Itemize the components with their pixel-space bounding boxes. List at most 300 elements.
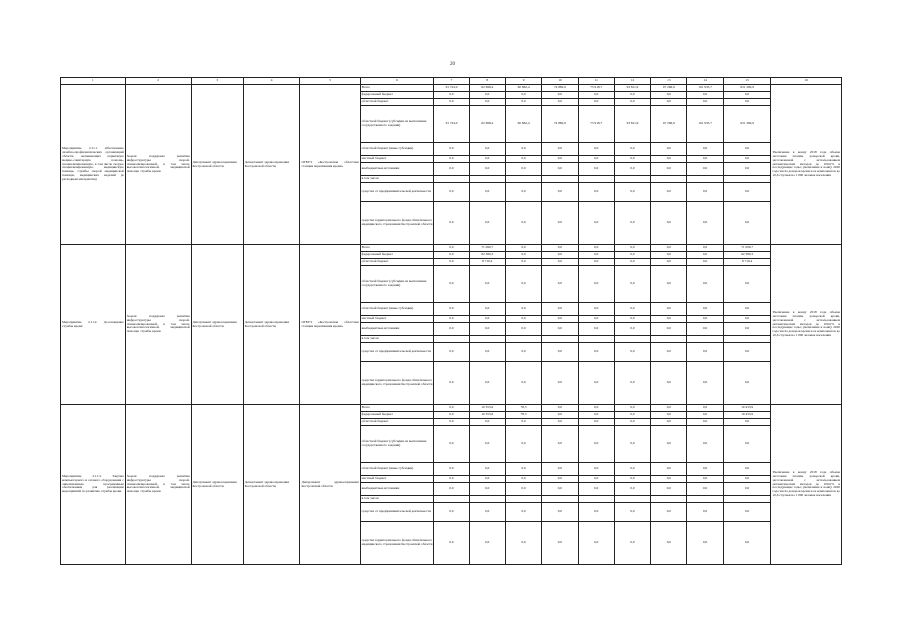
amount-cell: 0,0 [469,483,505,496]
amount-cell: 0,0 [687,503,723,522]
amount-cell: 0,0 [434,483,469,496]
amount-cell: 0,0 [434,419,469,426]
amount-cell: 0,0 [614,503,650,522]
amount-cell: 0,0 [469,343,505,362]
header-cell: 6 [360,78,434,85]
executor-cell: Департамент здравоохранения Костромской области [300,405,360,565]
amount-cell: 0,0 [687,202,723,245]
amount-cell: 0,0 [542,163,578,176]
amount-cell: 0,0 [614,362,650,405]
header-cell: 8 [469,78,505,85]
amount-cell: 0,0 [651,245,687,252]
amount-cell: 0,0 [723,143,771,156]
amount-cell: 0,0 [614,266,650,303]
amount-cell [614,336,650,343]
amount-cell: 0,0 [723,202,771,245]
amount-cell: 0,0 [578,405,614,412]
amount-cell: 0,0 [542,143,578,156]
amount-cell: 60 862,4 [505,85,541,92]
funding-source-cell: областной бюджет (иные субсидии) [360,463,434,476]
amount-cell: 0,0 [651,183,687,202]
amount-cell: 0,0 [505,522,541,565]
amount-cell: 0,0 [723,316,771,323]
amount-cell: 0,0 [687,156,723,163]
funding-source-cell: областной бюджет [360,99,434,106]
amount-cell: 0,0 [434,245,469,252]
funding-source-cell: внебюджетные источники [360,163,434,176]
amount-cell: 0,0 [723,426,771,463]
funding-source-cell: областной бюджет (иные субсидии) [360,143,434,156]
funding-source-cell: федеральный бюджет [360,412,434,419]
amount-cell: 0,0 [469,522,505,565]
header-cell: 13 [651,78,687,85]
amount-cell: 0,0 [434,266,469,303]
amount-cell: 0,0 [542,303,578,316]
amount-cell: 0,0 [651,202,687,245]
amount-cell [505,176,541,183]
amount-cell: 0,0 [469,503,505,522]
amount-cell: 0,0 [505,143,541,156]
funding-row [61,85,842,92]
amount-cell: 0,0 [614,143,650,156]
amount-cell: 0,0 [434,476,469,483]
amount-cell [687,336,723,343]
amount-cell: 0,0 [434,143,469,156]
amount-cell: 0,0 [434,503,469,522]
amount-cell: 0,0 [505,92,541,99]
amount-cell: 0,0 [542,343,578,362]
funding-row [61,405,842,412]
funding-source-cell: областной бюджет [360,419,434,426]
amount-cell: 71 090,7 [723,245,771,252]
amount-cell: 0,0 [578,156,614,163]
amount-cell: 0,0 [614,99,650,106]
amount-cell: 0,0 [469,303,505,316]
amount-cell: 0,0 [542,522,578,565]
amount-cell: 0,0 [723,503,771,522]
amount-cell: 0,0 [614,252,650,259]
amount-cell: 0,0 [651,476,687,483]
amount-cell: 0,0 [434,426,469,463]
header-cell: 12 [614,78,650,85]
amount-cell: 0,0 [614,476,650,483]
amount-cell: 0,0 [542,92,578,99]
amount-cell: 0,0 [434,202,469,245]
header-cell: 3 [191,78,243,85]
funding-source-cell: средства территориального фонда обязательного медицинского страхования Костромской области [360,362,434,405]
amount-cell: 0,0 [434,323,469,336]
amount-cell: 0,0 [469,92,505,99]
amount-cell: 78,3 [505,412,541,419]
result-cell: Увеличение к концу 2018 года объема заготовки плазмы донорской крови, заготовленной с использованием автоматических методов до 100,0% в последующие годы; увеличение к концу 2020 года числа доноров крови и ее компонентов до 10,6 случаев на 1 000 человек населения [771,85,842,245]
page-number: 20 [450,62,455,67]
amount-cell: 631 300,9 [723,106,771,143]
amount-cell: 75 918,7 [578,106,614,143]
coexecutor-cell: Департамент здравоохранения Костромской области [243,245,300,405]
task-cell: Задача: поддержка развития инфраструктуры скорой, специализированной, в том числе высокотехнологичной, медицинской помощи, службы крови [125,85,191,245]
amount-cell: 0,0 [651,426,687,463]
amount-cell: 0,0 [614,183,650,202]
amount-cell [723,496,771,503]
amount-cell: 0,0 [505,156,541,163]
amount-cell: 0,0 [505,483,541,496]
amount-cell [469,176,505,183]
amount-cell: 0,0 [687,362,723,405]
amount-cell [614,496,650,503]
event-cell: Мероприятие 2.11.1 Обеспечение лечебно-профилактических организаций области, оказывающих первичную медико-санитарную помощь, специализированную, в том числе скорую специализированную, медицинскую помощь, службы скорой медицинской помощи, медицинских изделий (к расходным материалам) [61,85,126,245]
amount-cell [687,176,723,183]
coexecutor-cell: Департамент здравоохранения Костромской области [243,405,300,565]
amount-cell: 0,0 [614,156,650,163]
amount-cell: 0,0 [723,362,771,405]
amount-cell [542,336,578,343]
amount-cell: 0,0 [434,252,469,259]
amount-cell: 93 811,9 [614,106,650,143]
amount-cell: 8 710,4 [723,259,771,266]
amount-cell: 0,0 [505,476,541,483]
header-cell: 11 [578,78,614,85]
amount-cell: 0,0 [723,156,771,163]
amount-cell: 0,0 [614,412,650,419]
amount-cell: 0,0 [578,252,614,259]
amount-cell: 0,0 [614,245,650,252]
amount-cell: 0,0 [578,476,614,483]
amount-cell: 0,0 [542,476,578,483]
amount-cell: 0,0 [542,156,578,163]
amount-cell: 61 724,0 [434,85,469,92]
amount-cell: 0,0 [469,419,505,426]
amount-cell: 0,0 [687,92,723,99]
amount-cell: 0,0 [434,343,469,362]
amount-cell: 0,0 [687,405,723,412]
department-cell: Департамент здравоохранения Костромской области [191,405,243,565]
amount-cell: 0,0 [434,303,469,316]
amount-cell: 0,0 [469,323,505,336]
amount-cell: 0,0 [542,412,578,419]
amount-cell [578,496,614,503]
amount-cell: 0,0 [651,303,687,316]
amount-cell: 0,0 [542,405,578,412]
amount-cell: 0,0 [651,343,687,362]
amount-cell [469,496,505,503]
amount-cell: 0,0 [434,163,469,176]
amount-cell: 0,0 [505,463,541,476]
amount-cell: 0,0 [687,266,723,303]
amount-cell: 62 380,3 [723,252,771,259]
funding-source-cell: местный бюджет [360,476,434,483]
amount-cell: 0,0 [651,143,687,156]
amount-cell: 0,0 [687,483,723,496]
amount-cell: 0,0 [687,463,723,476]
amount-cell: 0,0 [723,266,771,303]
amount-cell: 0,0 [651,503,687,522]
amount-cell: 0,0 [542,266,578,303]
amount-cell: 0,0 [687,303,723,316]
amount-cell: 0,0 [614,405,650,412]
amount-cell: 0,0 [505,259,541,266]
amount-cell: 0,0 [578,316,614,323]
amount-cell: 0,0 [614,522,650,565]
amount-cell: 0,0 [651,266,687,303]
amount-cell: 0,0 [651,259,687,266]
amount-cell: 0,0 [578,483,614,496]
amount-cell: 60 862,4 [505,106,541,143]
amount-cell: 631 300,9 [723,85,771,92]
amount-cell: 0,0 [614,463,650,476]
event-cell: Мероприятие 2.11.3. Закупка компьютерного и сетевого оборудования с лицензионным программным обеспечением для реализации мероприятий по развитию службы крови [61,405,126,565]
amount-cell [505,496,541,503]
amount-cell: 0,0 [505,343,541,362]
amount-cell [505,336,541,343]
amount-cell: 0,0 [542,202,578,245]
funding-source-cell: внебюджетные источники [360,323,434,336]
amount-cell: 62 380,3 [469,252,505,259]
amount-cell: 0,0 [434,99,469,106]
amount-cell: 0,0 [687,99,723,106]
amount-cell [651,336,687,343]
amount-cell: 0,0 [687,323,723,336]
amount-cell: 62 698,4 [469,106,505,143]
amount-cell: 0,0 [723,343,771,362]
amount-cell: 0,0 [578,412,614,419]
amount-cell: 0,0 [651,156,687,163]
amount-cell: 0,0 [687,259,723,266]
amount-cell: 0,0 [687,412,723,419]
amount-cell: 0,0 [542,252,578,259]
program-table [60,77,842,565]
amount-cell: 8 710,4 [469,259,505,266]
amount-cell [723,336,771,343]
amount-cell: 0,0 [505,426,541,463]
amount-cell: 10 433,9 [723,412,771,419]
funding-row [61,245,842,252]
amount-cell [434,496,469,503]
funding-source-cell: Всего [360,405,434,412]
amount-cell: 0,0 [614,259,650,266]
funding-source-cell: областной бюджет (иные субсидии) [360,303,434,316]
amount-cell: 0,0 [434,259,469,266]
amount-cell: 0,0 [542,503,578,522]
amount-cell: 0,0 [687,419,723,426]
amount-cell: 0,0 [505,316,541,323]
amount-cell: 62 698,4 [469,85,505,92]
amount-cell: 97 266,9 [651,106,687,143]
amount-cell: 0,0 [651,419,687,426]
amount-cell: 0,0 [505,323,541,336]
amount-cell: 0,0 [542,419,578,426]
amount-cell: 0,0 [687,343,723,362]
header-cell: 16 [771,78,842,85]
amount-cell: 0,0 [505,303,541,316]
amount-cell: 0,0 [505,362,541,405]
amount-cell: 0,0 [578,163,614,176]
amount-cell: 0,0 [578,245,614,252]
amount-cell: 0,0 [687,245,723,252]
amount-cell [542,496,578,503]
funding-source-cell: средства от предпринимательской деятельности [360,183,434,202]
amount-cell: 0,0 [434,412,469,419]
amount-cell: 0,0 [651,323,687,336]
funding-source-cell: в том числе: [360,496,434,503]
amount-cell: 0,0 [505,183,541,202]
amount-cell: 71 090,7 [469,245,505,252]
amount-cell: 0,0 [469,426,505,463]
amount-cell: 0,0 [434,156,469,163]
header-cell: 4 [243,78,300,85]
funding-source-cell: местный бюджет [360,316,434,323]
amount-cell [723,176,771,183]
amount-cell [651,496,687,503]
amount-cell: 97 266,9 [651,85,687,92]
amount-cell: 0,0 [505,202,541,245]
header-cell: 15 [723,78,771,85]
amount-cell: 0,0 [723,99,771,106]
amount-cell: 0,0 [578,266,614,303]
amount-cell: 0,0 [434,522,469,565]
amount-cell: 0,0 [614,343,650,362]
amount-cell: 0,0 [434,183,469,202]
funding-source-cell: средства от предпринимательской деятельности [360,343,434,362]
funding-source-cell: областной бюджет (субсидии на выполнение государственного задания) [360,266,434,303]
amount-cell: 10 355,6 [469,412,505,419]
amount-cell: 0,0 [578,503,614,522]
task-cell: Задача: поддержка развития инфраструктуры скорой, специализированной, в том числе высокотехнологичной, медицинской помощи, службы крови [125,245,191,405]
amount-cell: 0,0 [651,252,687,259]
amount-cell: 0,0 [651,362,687,405]
amount-cell: 0,0 [542,183,578,202]
amount-cell: 0,0 [687,252,723,259]
amount-cell: 0,0 [505,503,541,522]
amount-cell: 0,0 [614,202,650,245]
amount-cell: 0,0 [578,143,614,156]
amount-cell: 0,0 [505,266,541,303]
amount-cell: 0,0 [505,245,541,252]
amount-cell: 0,0 [469,156,505,163]
amount-cell: 0,0 [434,92,469,99]
department-cell: Департамент здравоохранения Костромской области [191,85,243,245]
amount-cell: 0,0 [687,316,723,323]
amount-cell: 0,0 [469,143,505,156]
amount-cell: 74 882,9 [542,85,578,92]
amount-cell: 0,0 [651,463,687,476]
amount-cell: 0,0 [578,323,614,336]
funding-source-cell: Всего [360,245,434,252]
amount-cell: 0,0 [578,463,614,476]
amount-cell [434,336,469,343]
amount-cell: 0,0 [469,463,505,476]
amount-cell: 0,0 [578,183,614,202]
amount-cell: 0,0 [614,426,650,463]
amount-cell: 0,0 [723,483,771,496]
executor-cell: ОГБУЗ «Костромская областная станция переливания крови» [300,85,360,245]
amount-cell: 0,0 [723,522,771,565]
amount-cell: 0,0 [542,463,578,476]
amount-cell: 0,0 [578,259,614,266]
amount-cell: 0,0 [578,426,614,463]
amount-cell: 0,0 [651,163,687,176]
amount-cell: 0,0 [505,419,541,426]
amount-cell: 0,0 [651,483,687,496]
amount-cell: 0,0 [723,463,771,476]
amount-cell [687,496,723,503]
funding-source-cell: средства территориального фонда обязательного медицинского страхования Костромской области [360,202,434,245]
amount-cell: 10 433,9 [723,405,771,412]
amount-cell: 0,0 [505,163,541,176]
amount-cell: 0,0 [614,316,650,323]
header-row [61,78,842,85]
amount-cell: 0,0 [469,266,505,303]
amount-cell: 0,0 [578,202,614,245]
result-cell: Увеличение к концу 2018 года объема заготовки плазмы донорской крови, заготовленной с использованием автоматических методов до 100,0% в последующие годы; увеличение к концу 2020 года числа доноров крови и ее компонентов до 10,6 случаев на 1 000 человек населения [771,245,842,405]
amount-cell: 0,0 [651,405,687,412]
header-cell: 7 [434,78,469,85]
funding-source-cell: в том числе: [360,336,434,343]
executor-cell: ОГБУЗ «Костромская областная станция переливания крови» [300,245,360,405]
amount-cell: 0,0 [687,143,723,156]
amount-cell: 0,0 [651,99,687,106]
amount-cell: 0,0 [687,476,723,483]
event-cell: Мероприятие 2.11.2. Дооснащение службы крови [61,245,126,405]
task-cell: Задача: поддержка развития инфраструктуры скорой, специализированной, в том числе высокотехнологичной, медицинской помощи, службы крови [125,405,191,565]
amount-cell: 0,0 [614,163,650,176]
funding-source-cell: в том числе: [360,176,434,183]
amount-cell: 101 935,7 [687,106,723,143]
amount-cell: 0,0 [578,303,614,316]
header-cell: 2 [125,78,191,85]
amount-cell: 0,0 [469,362,505,405]
amount-cell: 0,0 [687,426,723,463]
amount-cell: 61 724,0 [434,106,469,143]
amount-cell: 0,0 [614,323,650,336]
amount-cell [651,176,687,183]
amount-cell: 0,0 [651,412,687,419]
header-cell: 14 [687,78,723,85]
amount-cell: 0,0 [651,92,687,99]
amount-cell: 0,0 [505,252,541,259]
amount-cell [434,176,469,183]
coexecutor-cell: Департамент здравоохранения Костромской области [243,85,300,245]
amount-cell: 0,0 [723,163,771,176]
amount-cell: 0,0 [723,419,771,426]
department-cell: Департамент здравоохранения Костромской области [191,245,243,405]
amount-cell: 0,0 [687,163,723,176]
amount-cell [614,176,650,183]
funding-source-cell: областной бюджет (субсидии на выполнение государственного задания) [360,426,434,463]
amount-cell: 0,0 [723,92,771,99]
amount-cell: 93 811,9 [614,85,650,92]
amount-cell: 10 355,6 [469,405,505,412]
header-cell: 9 [505,78,541,85]
amount-cell: 0,0 [723,476,771,483]
amount-cell: 78,3 [505,405,541,412]
amount-cell: 101 935,7 [687,85,723,92]
amount-cell: 0,0 [723,303,771,316]
amount-cell: 0,0 [542,316,578,323]
amount-cell: 0,0 [578,522,614,565]
amount-cell: 0,0 [578,419,614,426]
amount-cell: 0,0 [542,362,578,405]
amount-cell: 0,0 [542,323,578,336]
amount-cell: 0,0 [469,476,505,483]
amount-cell: 75 918,7 [578,85,614,92]
amount-cell: 0,0 [542,426,578,463]
amount-cell [578,336,614,343]
amount-cell: 0,0 [434,362,469,405]
amount-cell [469,336,505,343]
amount-cell: 0,0 [542,99,578,106]
funding-source-cell: федеральный бюджет [360,252,434,259]
amount-cell: 74 882,9 [542,106,578,143]
